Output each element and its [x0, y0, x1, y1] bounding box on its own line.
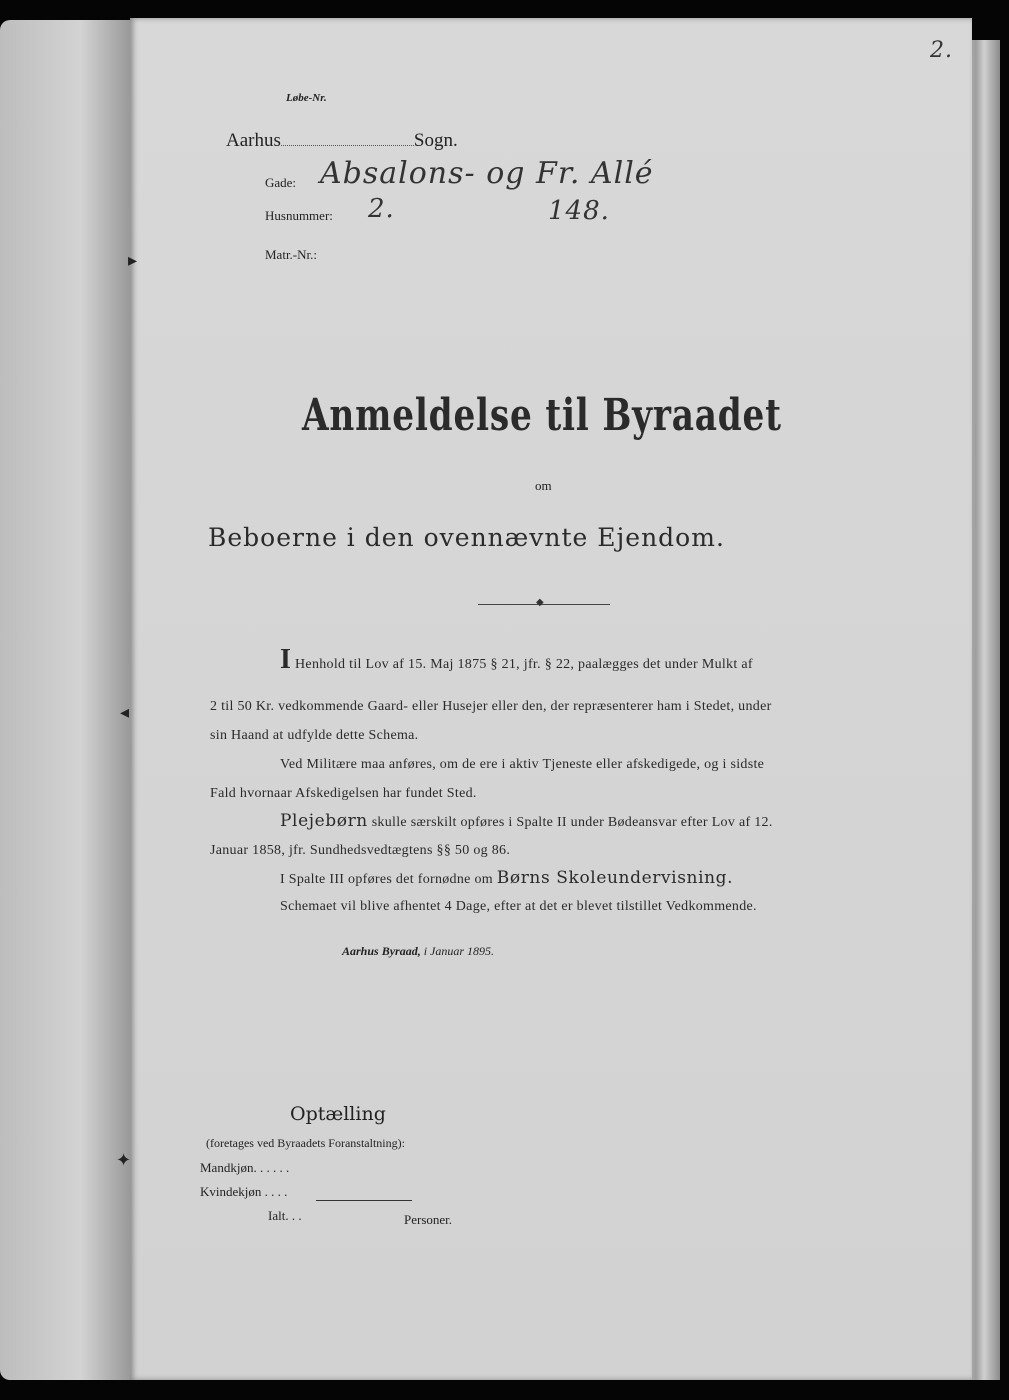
- ornament-divider: [478, 597, 610, 608]
- gade-handwritten: Absalons- og Fr. Allé: [320, 156, 654, 191]
- binding-mark-icon: ▸: [128, 250, 138, 270]
- count-note: (foretages ved Byraadets Foranstaltning):: [206, 1136, 405, 1150]
- binding-mark-icon: ◂: [120, 702, 130, 722]
- signature-line: Aarhus Byraad, i Januar 1895.: [342, 944, 495, 958]
- lobe-nr-label: Løbe-Nr.: [286, 92, 327, 104]
- document-page: [130, 18, 972, 1380]
- paragraph-1-line-2: 2 til 50 Kr. vedkommende Gaard- eller Husejer eller den, der repræsenterer ham i Stedet, under: [210, 699, 772, 714]
- document-subtitle: Beboerne i den ovennævnte Ejendom.: [208, 523, 725, 552]
- paragraph-3-line-2: Januar 1858, jfr. Sundhedsvedtægtens §§ 50 og 86.: [210, 843, 511, 858]
- husnummer-label: Husnummer:: [265, 208, 333, 223]
- paragraph-2-line-1: Ved Militære maa anføres, om de ere i aktiv Tjeneste eller afskedigede, og i sidste: [280, 757, 765, 772]
- parish-line: [226, 130, 458, 152]
- count-total-rule: [316, 1200, 412, 1201]
- count-ialt: Ialt. . .: [268, 1208, 302, 1223]
- paragraph-1-line-1: I Henhold til Lov af 15. Maj 1875 § 21, jfr. § 22, paalægges det under Mulkt af: [280, 644, 753, 675]
- paragraph-1-line-3: sin Haand at udfylde dette Schema.: [210, 728, 419, 743]
- paragraph-4: I Spalte III opføres det fornødne om Børns Skoleundervisning.: [280, 868, 734, 888]
- city-label: Aarhus: [226, 130, 281, 151]
- binding-mark-icon: ✦: [116, 1150, 132, 1170]
- document-title: Anmeldelse til Byraadet: [302, 390, 782, 441]
- left-page-edge: [0, 20, 138, 1380]
- corner-page-number: 2.: [930, 38, 953, 63]
- plejeborn-word: Plejebørn: [280, 811, 368, 831]
- sogn-label: Sogn.: [413, 130, 458, 151]
- count-mandkjon: Mandkjøn. . . . . .: [200, 1160, 290, 1175]
- matr-nr-label: Matr.-Nr.:: [265, 247, 317, 262]
- ornament-diamond-icon: ◆: [536, 597, 544, 608]
- husnummer-handwritten-1: 2.: [368, 194, 395, 224]
- gade-label: Gade:: [265, 175, 297, 190]
- parish-blank: [281, 145, 414, 146]
- skoleundervisning-word: Børns Skoleundervisning.: [496, 868, 734, 888]
- paragraph-3-line-1: Plejebørn skulle særskilt opføres i Spalte II under Bødeansvar efter Lov af 12.: [280, 811, 773, 831]
- husnummer-handwritten-2: 148.: [548, 196, 610, 226]
- count-personer: Personer.: [404, 1212, 453, 1227]
- om-word: om: [535, 478, 552, 493]
- paragraph-2-line-2: Fald hvornaar Afskedigelsen har fundet Sted.: [210, 786, 477, 801]
- dropcap: I: [280, 644, 292, 675]
- paragraph-5: Schemaet vil blive afhentet 4 Dage, efter at det er blevet tilstillet Vedkommende.: [280, 899, 757, 914]
- count-kvindekjon: Kvindekjøn . . . .: [200, 1184, 288, 1199]
- count-heading: Optælling: [290, 1103, 386, 1125]
